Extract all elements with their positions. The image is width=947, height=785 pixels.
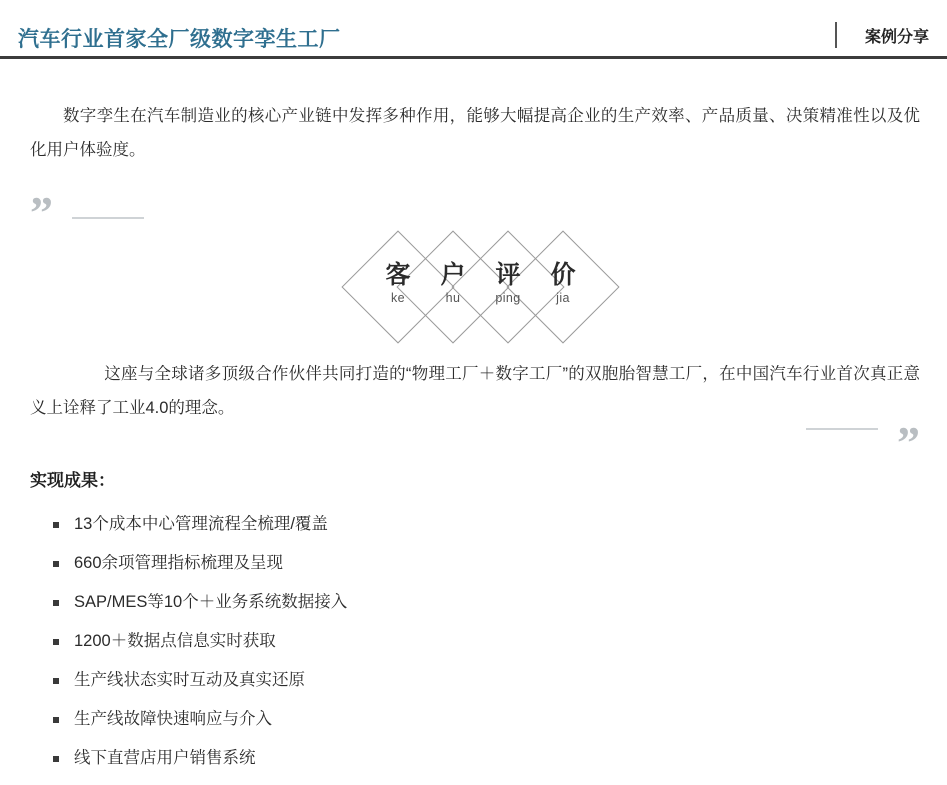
emblem-han-2: 户: [440, 261, 466, 289]
emblem-han-3: 评: [495, 261, 521, 289]
list-item: SAP/MES等10个＋业务系统数据接入: [30, 583, 910, 622]
list-item: 1200＋数据点信息实时获取: [30, 622, 910, 661]
list-item: 生产线状态实时互动及真实还原: [30, 661, 910, 700]
results-title: 实现成果：: [30, 471, 115, 490]
emblem-cell-4: [523, 261, 603, 307]
list-item: 660余项管理指标梳理及呈现: [30, 544, 910, 583]
header-divider: [835, 22, 837, 48]
page-title: 汽车行业首家全厂级数字孪生工厂: [18, 28, 341, 51]
list-item: 线下直营店用户销售系统: [30, 739, 910, 778]
results-list: [30, 505, 910, 778]
emblem-pinyin-1: ke: [390, 291, 405, 305]
list-item: 生产线故障快速响应与介入: [30, 700, 910, 739]
intro-paragraph: 数字孪生在汽车制造业的核心产业链中发挥多种作用，能够大幅提高企业的生产效率、产品质量、决策精准性以及优化用户体验度。: [30, 106, 920, 159]
quote-open-ornament: [30, 187, 145, 238]
quote-open-mark-icon: ”: [30, 187, 53, 238]
quote-open-rule: [72, 217, 144, 219]
quote-close-mark-icon: ”: [897, 417, 920, 468]
emblem-han-1: 客: [385, 261, 411, 289]
quote-close-rule: [806, 428, 878, 430]
emblem-han-4: 价: [550, 261, 576, 289]
header-rule: [0, 56, 947, 59]
customer-review-emblem: [358, 237, 598, 337]
list-item: 13个成本中心管理流程全梳理/覆盖: [30, 505, 910, 544]
page-header: [0, 20, 947, 60]
emblem-pinyin-4: jia: [556, 291, 570, 305]
header-tag: 案例分享: [864, 29, 929, 46]
emblem-pinyin-2: hu: [445, 291, 461, 305]
quote-close-ornament: [800, 417, 920, 468]
customer-quote-text: 这座与全球诸多顶级合作伙伴共同打造的“物理工厂＋数字工厂”的双胞胎智慧工厂，在中国汽车行业首次真正意义上诠释了工业4.0的理念。: [30, 364, 920, 417]
emblem-pinyin-3: ping: [495, 291, 521, 305]
